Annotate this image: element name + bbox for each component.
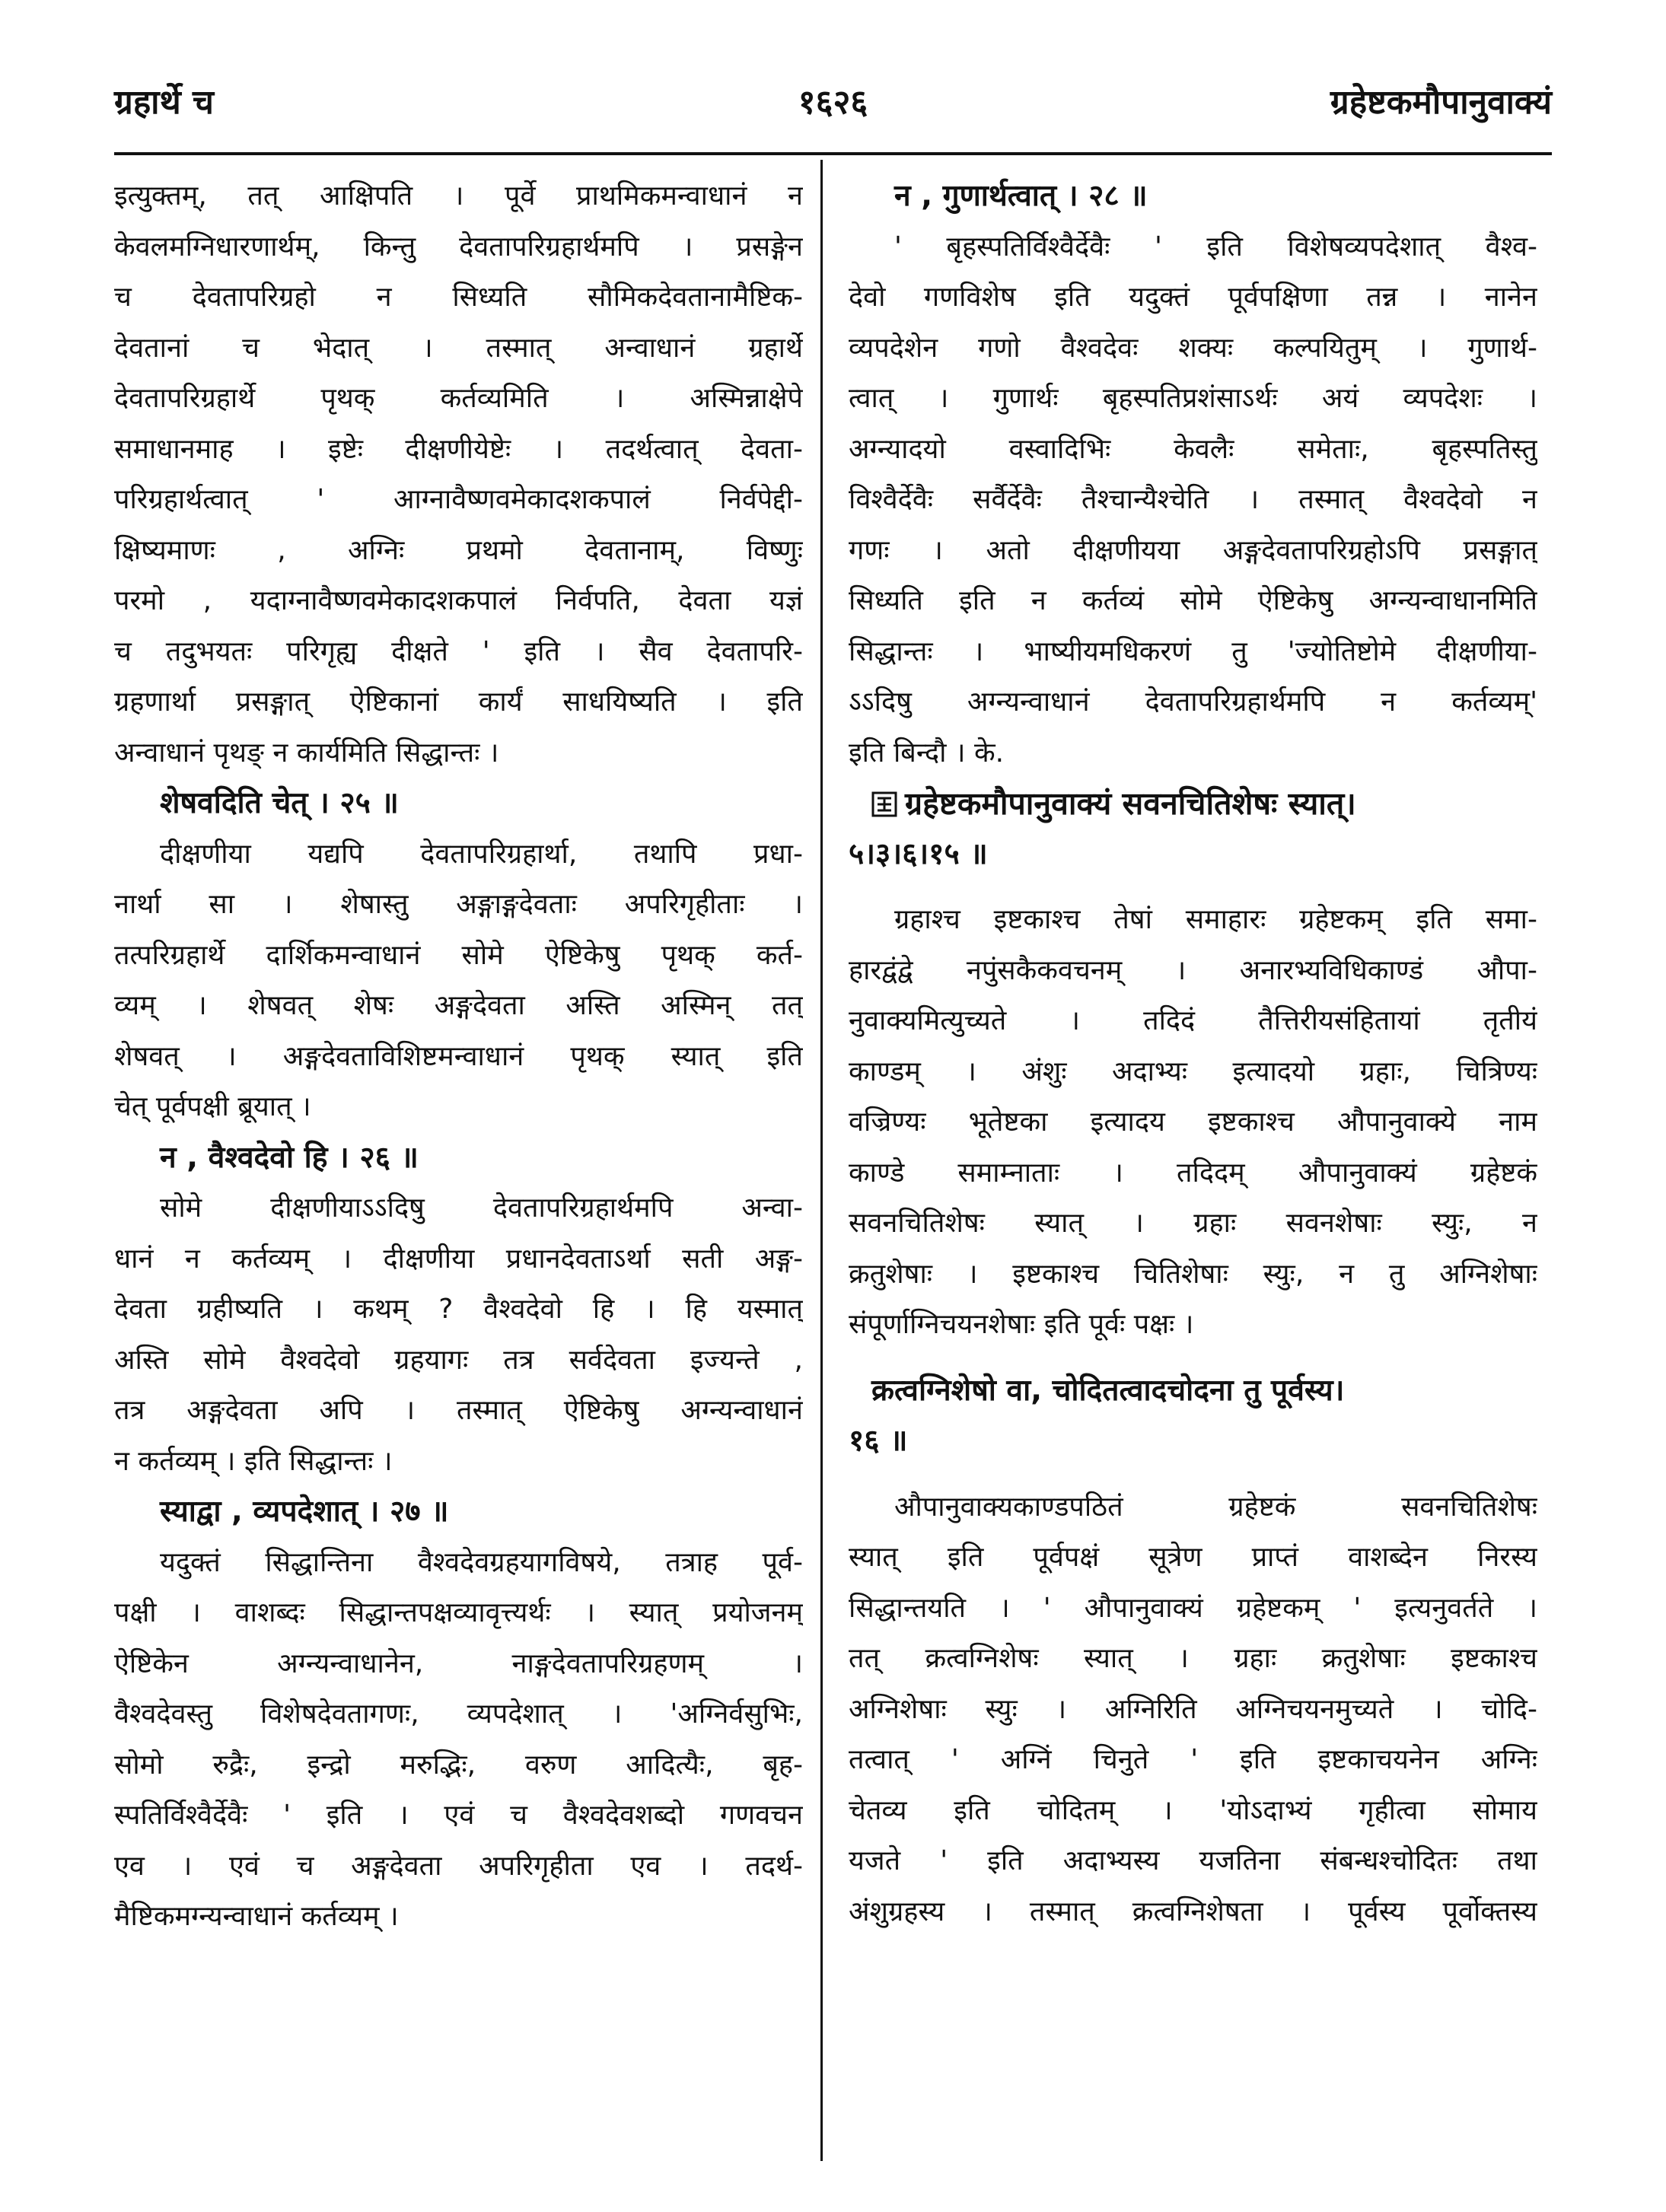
text-line: अस्ति सोमे वैश्वदेवो ग्रहयागः तत्र सर्वदेवता इज्यन्ते , [114, 1344, 803, 1376]
text-line: गणः । अतो दीक्षणीयया अङ्गदेवतापरिग्रहोऽपि प्रसङ्गात् [849, 534, 1537, 566]
text-line: त्वात् । गुणार्थः बृहस्पतिप्रशंसाऽर्थः अयं व्यपदेशः । [849, 383, 1537, 414]
text-line: इत्युक्तम्, तत् आक्षिपति । पूर्वे प्राथमिकमन्वाधानं न [114, 180, 803, 212]
text-line: ऽऽदिषु अग्न्यन्वाधानं देवतापरिग्रहार्थमपि न कर्तव्यम्' [849, 686, 1537, 718]
column-divider [820, 160, 823, 2161]
spacer [849, 1351, 1537, 1366]
text-line: तत्वात् ' अग्निं चिनुते ' इति इष्टकाचयनेन अग्निः [849, 1744, 1537, 1775]
text-line: एव । एवं च अङ्गदेवता अपरिगृहीता एव । तदर्थ- [114, 1850, 803, 1882]
text-line: पक्षी । वाशब्दः सिद्धान्तपक्षव्यावृत्त्यर्थः । स्यात् प्रयोजनम् [114, 1597, 803, 1628]
text-line: औपानुवाक्यकाण्डपठितं ग्रहेष्टकं सवनचितिशेषः [894, 1491, 1537, 1523]
text-line: न कर्तव्यम् । इति सिद्धान्तः । [114, 1445, 393, 1477]
text-line: काण्डे समाम्नाताः । तदिदम् औपानुवाक्यं ग्रहेष्टकं [849, 1157, 1537, 1189]
text-line: तत्र अङ्गदेवता अपि । तस्मात् ऐष्टिकेषु अग्न्यन्वाधानं [114, 1395, 803, 1426]
text-line: सोमो रुद्रैः, इन्द्रो मरुद्भिः, वरुण आदित्यैः, बृह- [114, 1749, 803, 1781]
text-line: नार्था सा । शेषास्तु अङ्गाङ्गदेवताः अपरिगृहीताः । [114, 889, 803, 920]
adhikarana-number: ५।३।६।१५ ॥ [849, 836, 988, 871]
text-line: व्यम् । शेषवत् शेषः अङ्गदेवता अस्ति अस्मिन् तत् [114, 990, 803, 1021]
text-line: केवलमग्निधारणार्थम्, किन्तु देवतापरिग्रहार्थमपि । प्रसङ्गेन [114, 231, 803, 263]
text-line: काण्डम् । अंशुः अदाभ्यः इत्यादयो ग्रहाः, चित्रिण्यः [849, 1055, 1537, 1087]
text-line: तत् क्रत्वग्निशेषः स्यात् । ग्रहाः क्रतुशेषाः इष्टकाश्च [849, 1643, 1537, 1674]
text-line: च तदुभयतः परिगृह्य दीक्षते ' इति । सैव देवतापरि- [114, 635, 803, 667]
text-line: सिद्धान्तयति । ' औपानुवाक्यं ग्रहेष्टकम् ' इत्यनुवर्तते । [849, 1592, 1537, 1624]
text-line: क्षिष्यमाणः , अग्निः प्रथमो देवतानाम्, विष्णुः [114, 534, 803, 566]
text-line: देवो गणविशेष इति यदुक्तं पूर्वपक्षिणा तन्न । नानेन [849, 282, 1537, 313]
text-line: ग्रहाश्च इष्टकाश्च तेषां समाहारः ग्रहेष्टकम् इति समा- [894, 904, 1537, 935]
sutra-heading-28: न , गुणार्थत्वात् । २८ ॥ [894, 179, 1148, 213]
text-line: विश्वैर्देवैः सर्वैर्देवैः तैश्चान्यैश्चेति । तस्मात् वैश्वदेवो न [849, 484, 1537, 515]
text-line: अग्निशेषाः स्युः । अग्निरिति अग्निचयनमुच्यते । चोदि- [849, 1693, 1537, 1725]
text-line: वज्रिण्यः भूतेष्टका इत्यादय इष्टकाश्च औपानुवाक्ये नाम [849, 1106, 1537, 1138]
text-line: ऐष्टिकेन अग्न्यन्वाधानेन, नाङ्गदेवतापरिग्रहणम् । [114, 1647, 803, 1679]
text-line: तत्परिग्रहार्थे दार्शिकमन्वाधानं सोमे ऐष्टिकेषु पृथक् कर्त- [114, 939, 803, 971]
text-line: सिध्यति इति न कर्तव्यं सोमे ऐष्टिकेषु अग्न्यन्वाधानमिति [849, 585, 1537, 616]
text-line: ' बृहस्पतिर्विश्वैर्देवैः ' इति विशेषव्यपदेशात् वैश्व- [894, 231, 1537, 263]
text-line: चेतव्य इति चोदितम् । 'योऽदाभ्यं गृहीत्वा सोमाय [849, 1794, 1537, 1826]
text-line: सिद्धान्तः । भाष्यीयमधिकरणं तु 'ज्योतिष्टोमे दीक्षणीया- [849, 635, 1537, 667]
right-column [849, 171, 1537, 2180]
text-line: देवतापरिग्रहार्थे पृथक् कर्तव्यमिति । अस्मिन्नाक्षेपे [114, 383, 803, 414]
adhikarana-heading [849, 778, 1537, 829]
text-line: हारद्वंद्वे नपुंसकैकवचनम् । अनारभ्यविधिकाण्डं औपा- [849, 954, 1537, 986]
text-line: यजते ' इति अदाभ्यस्य यजतिना संबन्धश्चोदितः तथा [849, 1845, 1537, 1876]
text-line: व्यपदेशेन गणो वैश्वदेवः शक्यः कल्पयितुम् । गुणार्थ- [849, 332, 1537, 364]
text-line: दीक्षणीया यद्यपि देवतापरिग्रहार्था, तथापि प्रधा- [160, 838, 803, 870]
sutra-heading-27: स्याद्वा , व्यपदेशात् । २७ ॥ [160, 1494, 449, 1529]
spacer [849, 1467, 1537, 1482]
text-line: चेत् पूर्वपक्षी ब्रूयात् । [114, 1091, 311, 1122]
section-mark-icon [871, 791, 897, 817]
text-line: देवता ग्रहीष्यति । कथम् ? वैश्वदेवो हि । हि यस्मात् [114, 1294, 803, 1325]
text-line: सवनचितिशेषः स्यात् । ग्रहाः सवनशेषाः स्युः, न [849, 1208, 1537, 1239]
running-head-right: ग्रहेष्टकमौपानुवाक्यं [1330, 83, 1552, 122]
text-line: स्पतिर्विश्वैर्देवैः ' इति । एवं च वैश्वदेवशब्दो गणवचन [114, 1800, 803, 1831]
text-line: क्रतुशेषाः । इष्टकाश्च चितिशेषाः स्युः, न तु अग्निशेषाः [849, 1258, 1537, 1290]
text-line: समाधानमाह । इष्टेः दीक्षणीयेष्टेः । तदर्थत्वात् देवता- [114, 433, 803, 465]
text-line: संपूर्णाग्निचयनशेषाः इति पूर्वः पक्षः । [849, 1309, 1194, 1340]
text-line: सोमे दीक्षणीयाऽऽदिषु देवतापरिग्रहार्थमपि अन्वा- [160, 1192, 803, 1224]
text-line: शेषवत् । अङ्गदेवताविशिष्टमन्वाधानं पृथक् स्यात् इति [114, 1040, 803, 1072]
sutra-heading-25: शेषवदिति चेत् । २५ ॥ [160, 786, 399, 820]
text-line: वैश्वदेवस्तु विशेषदेवतागणः, व्यपदेशात् । 'अग्निर्वसुभिः, [114, 1698, 803, 1730]
text-line: अंशुग्रहस्य । तस्मात् क्रत्वग्निशेषता । पूर्वस्य पूर्वोक्तस्य [849, 1895, 1537, 1927]
sutra-heading-26: न , वैश्वदेवो हि । २६ ॥ [160, 1140, 419, 1175]
text-line: परिग्रहार्थत्वात् ' आग्नावैष्णवमेकादशकपालं निर्वपेद्दी- [114, 484, 803, 515]
text-line: मैष्टिकमग्न्यन्वाधानं कर्तव्यम् । [114, 1901, 399, 1932]
text-line: ग्रहणार्था प्रसङ्गात् ऐष्टिकानां कार्यं साधयिष्यति । इति [114, 686, 803, 718]
text-line: इति बिन्दौ । के. [849, 737, 1005, 769]
text-line: च देवतापरिग्रहो न सिध्यति सौमिकदेवतानामैष्टिक- [114, 282, 803, 313]
spacer [849, 880, 1537, 895]
text-line: स्यात् इति पूर्वपक्षं सूत्रेण प्राप्तं वाशब्देन निरस्य [849, 1542, 1537, 1573]
sutra-number-16: १६ ॥ [849, 1424, 908, 1458]
adhikarana-title: ग्रहेष्टकमौपानुवाक्यं सवनचितिशेषः स्यात्। [905, 785, 1356, 822]
text-line: परमो , यदाग्नावैष्णवमेकादशकपालं निर्वपति, देवता यज्ञं [114, 585, 803, 616]
header-rule [114, 152, 1552, 155]
text-line: धानं न कर्तव्यम् । दीक्षणीया प्रधानदेवताऽर्था सती अङ्ग- [114, 1243, 803, 1275]
left-column [114, 171, 803, 2180]
text-line: यदुक्तं सिद्धान्तिना वैश्वदेवग्रहयागविषये, तत्राह पूर्व- [160, 1546, 803, 1578]
text-line: देवतानां च भेदात् । तस्मात् अन्वाधानं ग्रहार्थे [114, 332, 803, 364]
page-header [114, 72, 1552, 141]
sutra-heading-16: क्रत्वग्निशेषो वा, चोदितत्वादचोदना तु पूर्वस्य। [871, 1373, 1345, 1408]
text-line: नुवाक्यमित्युच्यते । तदिदं तैत्तिरीयसंहितायां तृतीयं [849, 1005, 1537, 1036]
running-head-left: ग्रहार्थे च [114, 83, 214, 122]
text-line: अग्न्यादयो वस्वादिभिः केवलैः समेताः, बृहस्पतिस्तु [849, 433, 1537, 465]
text-line: अन्वाधानं पृथङ् न कार्यमिति सिद्धान्तः । [114, 737, 499, 769]
page-number: १६२६ [798, 83, 868, 122]
